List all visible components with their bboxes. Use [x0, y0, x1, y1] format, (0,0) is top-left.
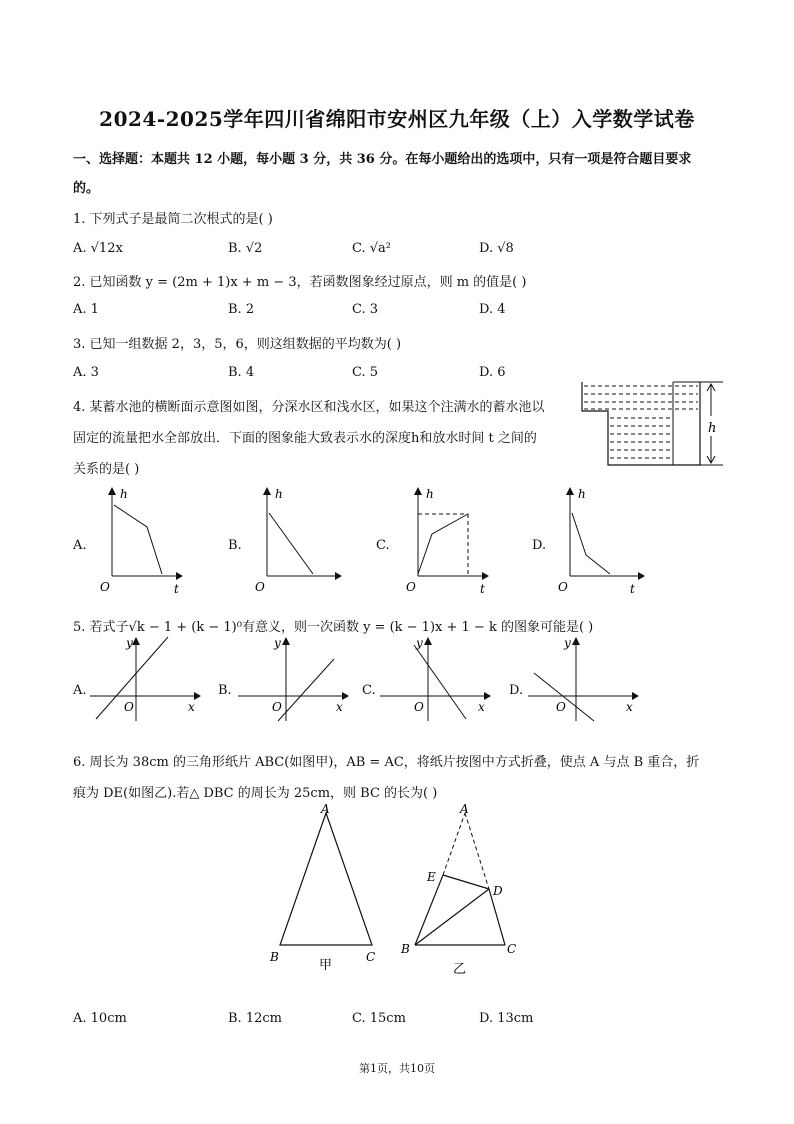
q4-option-d: D. — [532, 538, 547, 553]
fig2-label-e: E — [427, 870, 436, 884]
triangle-figure-jia — [266, 803, 386, 979]
pool-cross-section-diagram — [578, 376, 728, 472]
question-4-line1: 4. 某蓄水池的横断面示意图如图，分深水区和浅水区，如果这个注满水的蓄水池以 — [73, 400, 545, 415]
question-1: 1. 下列式子是最简二次根式的是( ) — [73, 212, 273, 227]
q5-graph-b — [236, 633, 356, 723]
depth-label: h — [708, 421, 717, 436]
q1-option-b: B. √2 — [228, 241, 263, 256]
q4c-origin: O — [406, 580, 416, 594]
q4d-x-label: t — [630, 582, 635, 596]
page-title: 2024-2025学年四川省绵阳市安州区九年级（上）入学数学试卷 — [99, 107, 695, 131]
q5-option-a: A. — [73, 683, 87, 698]
q6-option-a: A. 10cm — [73, 1011, 127, 1026]
q4b-y-label: h — [275, 487, 283, 501]
q5c-y-label: y — [416, 636, 423, 650]
q5c-origin: O — [414, 700, 424, 714]
question-6-line2: 痕为 DE(如图乙).若△ DBC 的周长为 25cm，则 BC 的长为( ) — [73, 786, 438, 801]
q4d-y-label: h — [578, 487, 586, 501]
q2-option-d: D. 4 — [479, 302, 506, 317]
fig2-label-c: C — [507, 942, 517, 956]
q1-option-a: A. √12x — [73, 241, 123, 256]
q5a-x-label: x — [188, 700, 195, 714]
q5-graph-a — [88, 633, 208, 723]
fig2-label-a: A — [460, 803, 469, 816]
question-4-line2: 固定的流量把水全部放出．下面的图象能大致表示水的深度h和放水时间 t 之间的 — [73, 431, 537, 446]
q3-option-b: B. 4 — [228, 365, 255, 380]
q5-option-c: C. — [362, 683, 376, 698]
q6-option-c: C. 15cm — [352, 1011, 406, 1026]
triangle-figure-yi — [395, 803, 530, 979]
question-4-line3: 关系的是( ) — [73, 462, 140, 477]
fig1-label-a: A — [321, 803, 330, 816]
question-2: 2. 已知函数 y = (2m + 1)x + m − 3，若函数图象经过原点，则 m 的值是( ) — [73, 275, 527, 290]
q5d-origin: O — [556, 700, 566, 714]
q5d-y-label: y — [564, 636, 571, 650]
section-header-line1: 一、选择题：本题共 12 小题，每小题 3 分，共 36 分。在每小题给出的选项中，只有一项是符合题目要求 — [73, 152, 692, 167]
q4-graph-c — [396, 483, 496, 598]
q5-option-b: B. — [218, 683, 232, 698]
q4b-origin: O — [255, 580, 265, 594]
fig1-label-c: C — [366, 950, 376, 964]
question-3: 3. 已知一组数据 2，3，5，6，则这组数据的平均数为( ) — [73, 337, 402, 352]
q3-option-a: A. 3 — [73, 365, 99, 380]
q5a-y-label: y — [126, 636, 133, 650]
q4a-y-label: h — [120, 487, 128, 501]
q5a-origin: O — [124, 700, 134, 714]
q5b-origin: O — [272, 700, 282, 714]
fig2-caption: 乙 — [453, 962, 467, 977]
q4-option-a: A. — [73, 538, 87, 553]
q3-option-c: C. 5 — [352, 365, 379, 380]
q4d-origin: O — [558, 580, 568, 594]
q2-option-a: A. 1 — [73, 302, 99, 317]
page-footer: 第1页，共10页 — [359, 1062, 435, 1075]
question-5: 5. 若式子√k − 1 + (k − 1)⁰有意义，则一次函数 y = (k − 1)x + 1 − k 的图象可能是( ) — [73, 620, 594, 635]
fig1-caption: 甲 — [319, 958, 333, 973]
q4-graph-b — [245, 483, 350, 598]
fig1-label-b: B — [270, 950, 279, 964]
q4a-origin: O — [100, 580, 110, 594]
q5-graph-c — [378, 633, 498, 723]
q4-option-b: B. — [228, 538, 242, 553]
q2-option-c: C. 3 — [352, 302, 379, 317]
q1-option-c: C. √a² — [352, 241, 391, 256]
q5-graph-d — [526, 633, 646, 723]
q4-graph-d — [548, 483, 653, 598]
q6-option-b: B. 12cm — [228, 1011, 282, 1026]
section-header-line2: 的。 — [73, 181, 100, 196]
q4c-x-label: t — [480, 582, 485, 596]
q4-option-c: C. — [376, 538, 390, 553]
q2-option-b: B. 2 — [228, 302, 255, 317]
fig2-label-b: B — [401, 942, 410, 956]
fig2-label-d: D — [493, 884, 503, 898]
q5b-y-label: y — [274, 636, 281, 650]
q1-option-d: D. √8 — [479, 241, 514, 256]
q5d-x-label: x — [626, 700, 633, 714]
q3-option-d: D. 6 — [479, 365, 506, 380]
q5b-x-label: x — [336, 700, 343, 714]
q4c-y-label: h — [426, 487, 434, 501]
q5c-x-label: x — [478, 700, 485, 714]
q5-option-d: D. — [509, 683, 524, 698]
q4-graph-a — [90, 483, 190, 598]
q4a-x-label: t — [174, 582, 179, 596]
question-6-line1: 6. 周长为 38cm 的三角形纸片 ABC(如图甲)，AB = AC，将纸片按图中方式折叠，使点 A 与点 B 重合，折 — [73, 755, 700, 770]
q6-option-d: D. 13cm — [479, 1011, 534, 1026]
